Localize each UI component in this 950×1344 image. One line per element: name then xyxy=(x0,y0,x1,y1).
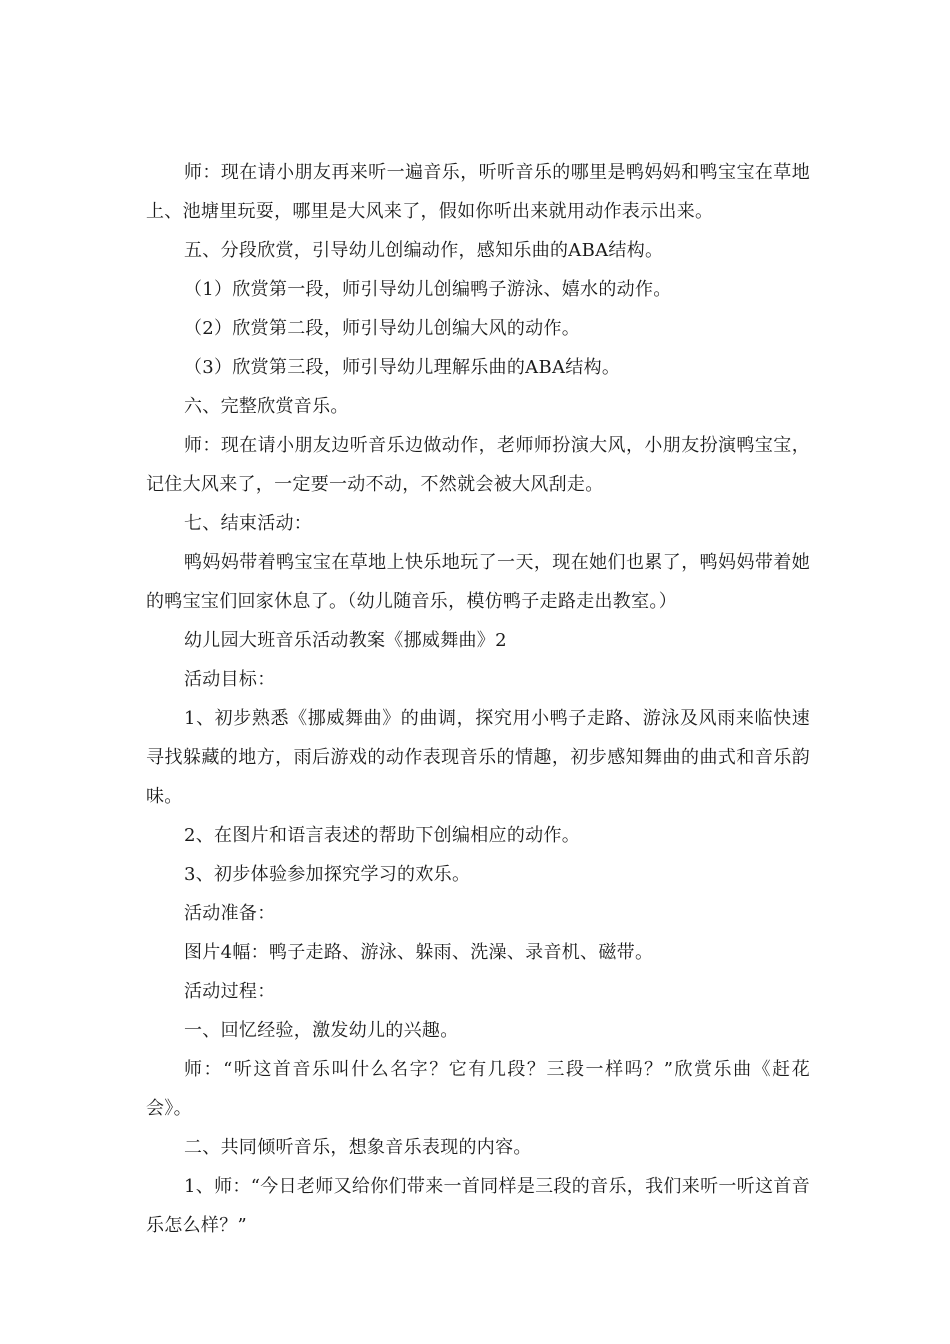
preparation-materials: 图片4幅：鸭子走路、游泳、躲雨、洗澡、录音机、磁带。 xyxy=(184,942,654,963)
heading-process: 活动过程： xyxy=(184,981,276,1002)
paragraph-teacher-listen-again: 师：现在请小朋友再来听一遍音乐，听听音乐的哪里是鸭妈妈和鸭宝宝在草地上、池塘里玩耍，哪里是大风来了，假如你听出来就用动作表示出来。 xyxy=(146,162,810,222)
lesson-title: 幼儿园大班音乐活动教案《挪威舞曲》2 xyxy=(184,630,507,651)
heading-preparation: 活动准备： xyxy=(184,903,276,924)
process-teacher-intro: 1、师：“今日老师又给你们带来一首同样是三段的音乐，我们来听一听这首音乐怎么样？” xyxy=(146,1176,810,1236)
paragraph-step-five: 五、分段欣赏，引导幼儿创编动作，感知乐曲的ABA结构。 xyxy=(184,240,664,261)
paragraph-section-three: （3）欣赏第三段，师引导幼儿理解乐曲的ABA结构。 xyxy=(184,357,621,378)
paragraph-step-seven: 七、结束活动： xyxy=(184,513,313,534)
process-step-two: 二、共同倾听音乐，想象音乐表现的内容。 xyxy=(184,1137,532,1158)
heading-goals: 活动目标： xyxy=(184,669,276,690)
goal-item-2: 2、在图片和语言表述的帮助下创编相应的动作。 xyxy=(184,825,581,846)
process-step-one: 一、回忆经验，激发幼儿的兴趣。 xyxy=(184,1020,459,1041)
goal-item-1: 1、初步熟悉《挪威舞曲》的曲调，探究用小鸭子走路、游泳及风雨来临快速寻找躲藏的地方，雨后游戏的动作表现音乐的情趣，初步感知舞曲的曲式和音乐韵味。 xyxy=(146,708,810,807)
goal-item-3: 3、初步体验参加探究学习的欢乐。 xyxy=(184,864,471,885)
paragraph-step-six: 六、完整欣赏音乐。 xyxy=(184,396,349,417)
paragraph-section-one: （1）欣赏第一段，师引导幼儿创编鸭子游泳、嬉水的动作。 xyxy=(184,279,672,300)
paragraph-section-two: （2）欣赏第二段，师引导幼儿创编大风的动作。 xyxy=(184,318,581,339)
process-teacher-question: 师：“听这首音乐叫什么名字？它有几段？三段一样吗？”欣赏乐曲《赶花会》。 xyxy=(146,1059,810,1119)
paragraph-teacher-move-along: 师：现在请小朋友边听音乐边做动作，老师师扮演大风，小朋友扮演鸭宝宝，记住大风来了，一定要一动不动，不然就会被大风刮走。 xyxy=(146,435,810,495)
document-body xyxy=(146,153,810,1245)
paragraph-ending-story: 鸭妈妈带着鸭宝宝在草地上快乐地玩了一天，现在她们也累了，鸭妈妈带着她的鸭宝宝们回家休息了。（幼儿随音乐，模仿鸭子走路走出教室。） xyxy=(146,552,810,612)
